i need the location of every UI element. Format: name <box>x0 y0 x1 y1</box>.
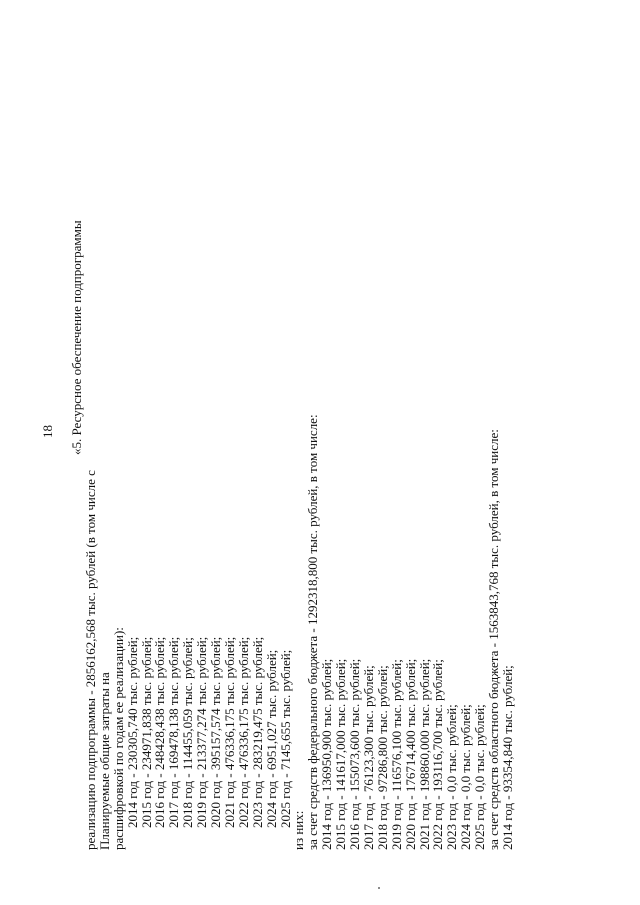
text-line: 2024 год - 0,0 тыс. рублей; <box>458 704 474 850</box>
text-line: 2018 год - 114455,059 тыс. рублей; <box>180 637 196 828</box>
scan-speck <box>378 887 380 889</box>
text-line: 2023 год - 0,0 тыс. рублей; <box>444 704 460 850</box>
text-line: 2022 год - 476336,175 тыс. рублей; <box>235 636 251 828</box>
text-line: 2023 год - 283219,475 тыс. рублей; <box>249 636 265 828</box>
page-number: 18 <box>40 425 55 438</box>
text-line: 2024 год - 6951,027 тыс. рублей; <box>263 649 279 828</box>
rotated-text-block <box>70 20 610 850</box>
text-line: 2021 год - 198860,000 тыс. рублей; <box>416 658 432 850</box>
text-line: «5. Ресурсное обеспечение подпрограммы <box>69 220 84 455</box>
text-line: 2025 год - 7145,655 тыс. рублей; <box>277 649 293 828</box>
text-line: за счет средств федерального бюджета - 1292318,800 тыс. рублей, в том числе: <box>305 414 321 850</box>
text-line: 2015 год - 234971,838 тыс. рублей; <box>138 636 154 828</box>
text-line: 2016 год - 248428,438 тыс. рублей; <box>152 636 168 828</box>
text-line: 2014 год - 136950,900 тыс. рублей; <box>319 658 335 850</box>
text-line: 2015 год - 141617,000 тыс. рублей; <box>333 658 349 850</box>
text-line: 2014 год - 93354,840 тыс. рублей; <box>499 665 515 850</box>
text-line: 2019 год - 116576,100 тыс. рублей; <box>388 659 404 850</box>
text-line: 2020 год - 395157,574 тыс. рублей; <box>208 636 223 828</box>
text-line: 2022 год - 193116,700 тыс. рублей; <box>430 659 446 850</box>
text-line: 2017 год - 76123,300 тыс. рублей; <box>360 665 376 850</box>
text-line: 2014 год - 230305,740 тыс. рублей; <box>124 636 140 828</box>
text-line: Планируемые общие затраты на <box>96 672 112 850</box>
text-line: 2017 год - 169478,138 тыс. рублей; <box>166 636 182 828</box>
text-line: 2025 год - 0,0 тыс. рублей; <box>472 704 488 850</box>
text-line: 2019 год - 213377,274 тыс. рублей; <box>194 636 210 828</box>
text-line: расшифровкой по годам ее реализации): <box>110 627 126 850</box>
text-line: за счет средств областного бюджета - 1563843,768 тыс. рублей, в том числе: <box>486 429 501 850</box>
text-line: 2020 год - 176714,400 тыс. рублей; <box>402 658 418 850</box>
text-line: из них: <box>291 810 307 850</box>
text-line: 2021 год - 476336,175 тыс. рублей; <box>221 636 237 828</box>
text-line: 2016 год - 155073,600 тыс. рублей; <box>347 658 362 850</box>
text-line: 2018 год - 97286,800 тыс. рублей; <box>374 665 390 850</box>
text-line: реализацию подпрограммы - 2856162,568 тыс. рублей (в том числе с <box>82 470 98 850</box>
